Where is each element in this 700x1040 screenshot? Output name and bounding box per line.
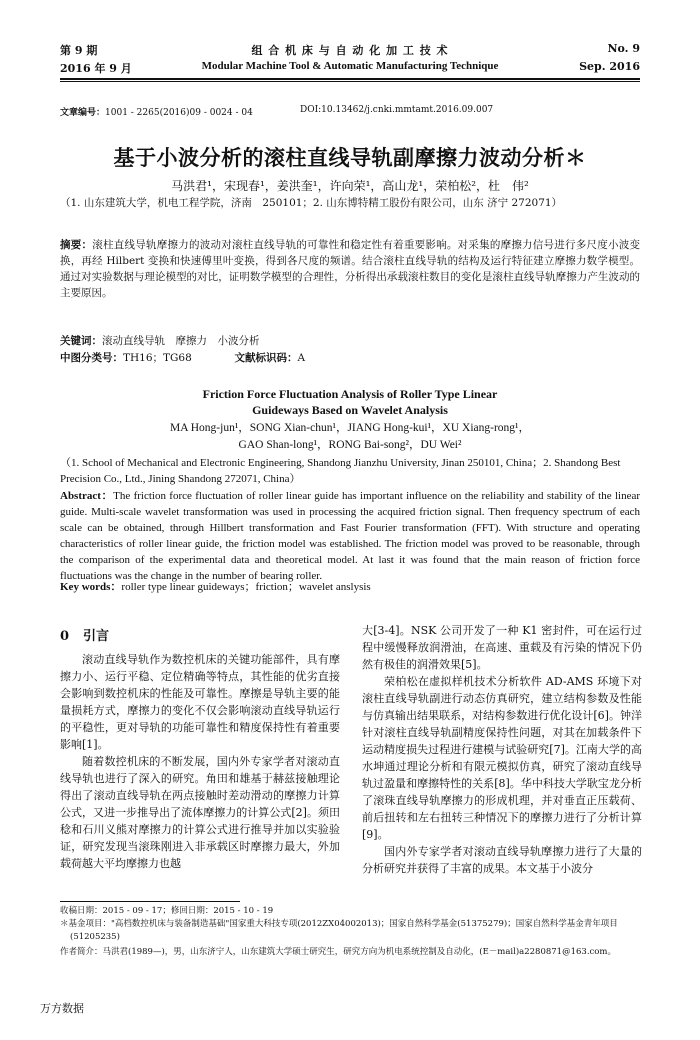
english-authors-line2: GAO Shan-long¹，RONG Bai-song²，DU Wei² [238, 439, 462, 451]
footnote-fund-line2: (51205235) [70, 932, 120, 942]
section-heading [60, 628, 340, 645]
page-title: 基于小波分析的滚柱直线导轨副摩擦力波动分析＊ [113, 145, 587, 170]
intro-paragraph-2-continued: 大[3-4]。NSK 公司开发了一种 K1 密封件，可在运行过程中缓慢释放润滑油，在高速、重载及有污染的情况下仍然有极佳的润滑效果[5]。 [362, 624, 642, 671]
section-title: 引言 [83, 629, 110, 644]
header-rule-thin [60, 81, 640, 82]
abstract-cn [60, 237, 640, 301]
footnote-received: 收稿日期：2015 - 09 - 17；修回日期：2015 - 10 - 19 [60, 906, 274, 916]
article-no-label: 文章编号： [60, 108, 106, 118]
clc-label: 中图分类号： [60, 352, 123, 364]
body-right-column [362, 622, 642, 877]
english-authors-line1: MA Hong-jun¹，SONG Xian-chun¹，JIANG Hong-kui¹，XU Xiang-rong¹， [169, 422, 531, 434]
section-number: 0 [60, 629, 70, 644]
english-keywords [60, 578, 640, 594]
doi: DOI:10.13462/j.cnki.mmtamt.2016.09.007 [300, 105, 494, 115]
abstract-cn-text: 滚柱直线导轨摩擦力的波动对滚柱直线导轨的可靠性和稳定性有着重要影响。对采集的摩擦力信号进行多尺度小波变换，再经 Hilbert 变换和快速傅里叶变换，得到各尺度的频谱。结合滚柱直线导轨的结构及运行特征建立摩擦力数学模型。通过对实验数据与理论模型的对比，证明数学模型的合理性，分析得出承载滚柱数目的变化是滚柱直线导轨摩擦力产生波动的主要原因。 [60, 239, 641, 299]
body-left-column [60, 620, 340, 872]
english-keywords-label: Key words： [60, 581, 122, 593]
footnote-rule [60, 901, 240, 902]
intro-paragraph-4: 国内外专家学者对滚动直线导轨摩擦力进行了大量的分析研究并获得了丰富的成果。本文基于小波分 [362, 845, 642, 875]
english-title [60, 386, 640, 418]
english-title-line1: Friction Force Fluctuation Analysis of Roller Type Linear [202, 387, 498, 401]
footnote-author: 作者简介：马洪君(1989—)，男，山东济宁人，山东建筑大学硕士研究生，研究方向为机电系统控制及自动化，(E－mail)a2280871@163.com。 [60, 947, 616, 957]
keywords-cn-text: 滚动直线导轨 摩擦力 小波分析 [102, 335, 260, 347]
english-authors [60, 420, 640, 454]
footnote-fund-line1: ＊基金项目："高档数控机床与装备制造基础"国家重大科技专项(2012ZX04002013)；国家自然科学基金(51375279)；国家自然科学基金青年项目 [60, 919, 618, 929]
keywords-cn-label: 关键词： [60, 335, 102, 347]
doc-code-label: 文献标识码： [234, 352, 298, 364]
authors-cn: 马洪君¹，宋现春¹，姜洪奎¹，许向荣¹，高山龙¹，荣柏松²，杜 伟² [171, 179, 529, 193]
intro-paragraph-3: 荣柏松在虚拟样机技术分析软件 AD-AMS 环境下对滚柱直线导轨副进行动态仿真研究，建立结构参数及性能与仿真输出结果联系，对结构参数进行优化设计[6]。钟洋针对滚柱直线导轨副精度保持性问题，对其在加载条件下运动精度损失过程进行建模与试验研究[7]。江南大学的高水坤通过理论分析和有限元模拟仿真，研究了滚动直线导轨过盈量和摩擦特性的关系[8]。华中科技大学耿宝龙分析了滚珠直线导轨摩擦力的形成机理，并对垂直正压载荷、前后扭转和左右扭转三种情况下的摩擦力进行了分析计算[9]。 [362, 675, 642, 841]
issue-en: No. 9 [607, 42, 640, 55]
english-abstract-label: Abstract： [60, 490, 114, 502]
english-affiliations: （1. School of Mechanical and Electronic Engineering, Shandong Jianzhu University, Jinan 250101, China；2. Shandong Best Precision Co., Ltd., Jining Shandong 272071, China） [60, 457, 621, 485]
affiliations-cn: （1. 山东建筑大学，机电工程学院，济南 250101；2. 山东博特精工股份有限公司，山东 济宁 272071） [60, 197, 563, 209]
clc-value: TH16；TG68 [123, 352, 192, 364]
header-rule-thick [60, 78, 640, 80]
journal-name-en: Modular Machine Tool & Automatic Manufacturing Technique [201, 60, 499, 72]
abstract-cn-label: 摘要： [60, 239, 93, 251]
article-no: 1001 - 2265(2016)09 - 0024 - 04 [105, 108, 253, 118]
journal-name-cn: 组 合 机 床 与 自 动 化 加 工 技 术 [251, 44, 449, 57]
issue-cn: 第 9 期 [60, 44, 98, 57]
keywords-cn [60, 333, 260, 348]
date-cn: 2016 年 9 月 [60, 62, 132, 75]
intro-paragraph-1: 滚动直线导轨作为数控机床的关键功能部件，具有摩擦力小、运行平稳、定位精确等特点，其性能的优劣直接会影响到数控机床的性能及可靠性。摩擦是导轨主要的能量损耗方式，摩擦力的变化不仅会影响滚动直线导轨运行的平稳性，更对导轨的功能可靠性和精度保持性有着重要影响[1]。 [60, 653, 340, 751]
english-title-line2: Guideways Based on Wavelet Analysis [252, 403, 448, 417]
date-en: Sep. 2016 [579, 60, 640, 73]
english-abstract-text: The friction force fluctuation of roller linear guide has important influence on the reliability and stability of the linear guide. Multi-scale wavelet transformation was used in processing the acquired friction signal. Then frequency spectrum of each scale can be obtained, through Hillbert transformation and Fast Fourier transformation (FFT). With structure and operating characteristics of roller linear guide, the friction model was established. The friction model was proved to be reasonable, through the comparison of the experimental data and theoretical model. At last it was found that the main reason of friction force fluctuations was the change in the number of bearing roller. [60, 490, 640, 582]
article-meta [60, 105, 640, 118]
intro-paragraph-2: 随着数控机床的不断发展，国内外专家学者对滚动直线导轨也进行了深入的研究。角田和雄基于赫兹接触理论得出了滚动直线导轨在两点接触时差动滑动的摩擦力计算公式，又进一步推导出了流体摩擦力的计算公式[2]。须田稔和石川义熊对摩擦力的计算公式进行推导并加以实验验证，研究发现当滚珠刚进入非承载区时摩擦力最大，外加载荷越大平均摩擦力也越 [60, 755, 340, 870]
classification [60, 350, 305, 365]
watermark: 万方数据 [40, 1002, 84, 1015]
doc-code-value: A [297, 352, 306, 364]
english-keywords-text: roller type linear guideways；friction；wavelet anslysis [121, 581, 371, 593]
english-abstract [60, 488, 640, 584]
footnote-fund [60, 918, 650, 944]
